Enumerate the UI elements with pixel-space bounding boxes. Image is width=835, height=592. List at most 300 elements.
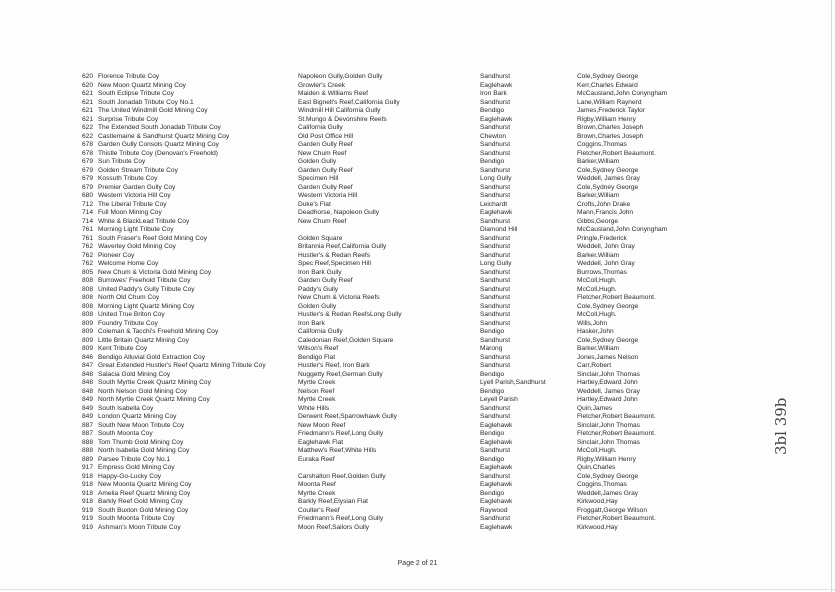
cell-location: Barkly Reef,Elysian Flat	[298, 498, 368, 505]
cell-location: Garden Gully Reef	[298, 277, 353, 284]
cell-district: Sandhurst	[480, 319, 511, 327]
cell-owner: Coggins,Thomas	[577, 141, 627, 148]
table-row	[82, 430, 667, 439]
cell-owner: Fletcher,Robert Beaumont.	[577, 149, 656, 157]
table-row	[82, 90, 667, 99]
cell-num: 888	[82, 447, 94, 454]
cell-num: 809	[82, 319, 94, 327]
cell-district: Bendigo	[480, 370, 505, 378]
cell-num: 761	[82, 226, 94, 233]
cell-num: 620	[82, 73, 94, 80]
cell-name: South Eclipse Tribute Coy	[98, 90, 174, 97]
cell-num: 848	[82, 379, 94, 386]
cell-name: The United Windmill Gold Mining Coy	[98, 107, 208, 114]
cell-name: South Myrtle Creek Quartz Mining Coy	[98, 379, 211, 386]
table-row	[82, 243, 667, 252]
cell-name: Salacia Gold Mining Coy	[98, 370, 171, 378]
cell-location: Napoleon Gully,Golden Gully	[298, 73, 383, 80]
cell-num: 680	[82, 192, 94, 199]
cell-district: Sandhurst	[480, 268, 511, 276]
cell-name: Welcome Home Coy	[98, 260, 159, 267]
cell-location: Friedmann's Reef,Long Gully	[298, 430, 384, 437]
cell-num: 918	[82, 489, 94, 497]
cell-owner: Fletcher,Robert Beaumont.	[577, 294, 656, 301]
cell-owner: Fletcher,Robert Beaumont.	[577, 430, 656, 437]
cell-name: South Moonta Coy	[98, 430, 153, 437]
cell-num: 762	[82, 260, 94, 267]
cell-location	[298, 226, 480, 235]
cell-location: Specimen Hill	[298, 175, 339, 182]
table-row	[82, 362, 667, 371]
cell-owner: Lane,William Raynerd	[577, 98, 642, 106]
cell-location: Caledonian Reef,Golden Square	[298, 336, 394, 344]
cell-owner: Cole,Sydney George	[577, 166, 639, 174]
table-row	[82, 447, 667, 456]
table-row	[82, 99, 667, 108]
cell-num: 808	[82, 311, 94, 318]
cell-district: Leyell Parish	[480, 396, 518, 403]
cell-district: Sandhurst	[480, 192, 511, 199]
page-edge-bottom	[0, 589, 835, 590]
cell-name: White & BlackLead Tribute Coy	[98, 217, 190, 225]
cell-district: Lyell Parish,Sandhurst	[480, 379, 546, 386]
cell-location: Myrtle Creek	[298, 379, 336, 386]
cell-name: New Chum & Victoria Gold Mining Coy	[98, 268, 212, 276]
cell-location: New Chum Reef	[298, 217, 347, 225]
cell-district: Bendigo	[480, 107, 505, 114]
cell-owner: Cole,Sydney George	[577, 183, 639, 191]
cell-num: 712	[82, 200, 94, 208]
cell-location: White Hills	[298, 404, 330, 412]
cell-district: Sandhurst	[480, 183, 511, 191]
cell-district: Eaglehawk	[480, 464, 513, 471]
cell-owner: McColl,Hugh.	[577, 285, 617, 293]
table-row	[82, 413, 667, 422]
cell-location: New Moon Reef	[298, 421, 346, 429]
cell-district: Sandhurst	[480, 149, 511, 157]
table-row	[82, 107, 667, 116]
cell-district: Sandhurst	[480, 251, 511, 259]
cell-name: Morning Light Quartz Mining Coy	[98, 302, 195, 310]
cell-owner: Rigby,William Henry	[577, 115, 636, 123]
cell-num: 679	[82, 175, 94, 182]
cell-name: Surprise Tribute Coy	[98, 115, 159, 123]
table-row	[82, 116, 667, 125]
cell-location	[298, 464, 480, 473]
cell-name: Happy-Go-Lucky Coy	[98, 472, 162, 480]
cell-name: North Nelson Gold Mining Coy	[98, 387, 188, 395]
cell-num: 621	[82, 115, 94, 123]
cell-district: Long Gully	[480, 260, 512, 267]
cell-name: New Moonta Quartz Mining Coy	[98, 481, 192, 488]
table-row	[82, 294, 667, 303]
cell-name: The Liberal Tribute Coy	[98, 200, 167, 208]
cell-district: Bendigo	[480, 455, 505, 463]
table-row	[82, 337, 667, 346]
cell-name: South New Moon Tribute Coy	[98, 421, 185, 429]
table-row	[82, 201, 667, 210]
cell-num: 849	[82, 413, 94, 420]
cell-owner: Weddell, James Gray	[577, 387, 640, 395]
cell-district: Sandhurst	[480, 141, 511, 148]
cell-location: Bendigo Flat	[298, 353, 336, 361]
cell-num: 809	[82, 328, 94, 335]
cell-location: Windmill Hill California Gully	[298, 107, 381, 114]
cell-district: Eaglehawk	[480, 523, 513, 531]
cell-district: Sandhurst	[480, 302, 511, 310]
cell-num: 622	[82, 124, 94, 131]
cell-owner: Sinclair,John Thomas	[577, 370, 640, 378]
cell-num: 918	[82, 472, 94, 480]
cell-district: Sandhurst	[480, 243, 511, 250]
cell-location: Hustler's & Redan ReefsLong Gully	[298, 311, 402, 318]
cell-name: Pioneer Coy	[98, 251, 135, 259]
cell-num: 918	[82, 498, 94, 505]
cell-location: East Bignell's Reef,California Gully	[298, 98, 400, 106]
cell-district: Raywood	[480, 506, 508, 514]
cell-owner: Sinclair,John Thomas	[577, 438, 640, 446]
cell-owner: Sinclair,John Thomas	[577, 421, 640, 429]
cell-owner: Hartley,Edward John	[577, 379, 638, 386]
cell-location: California Gully	[298, 328, 343, 335]
cell-owner: Fletcher,Robert Beaumont.	[577, 413, 656, 420]
cell-district: Chewton	[480, 132, 507, 140]
table-row	[82, 124, 667, 133]
cell-owner: Barker,William	[577, 345, 620, 352]
cell-num: 848	[82, 370, 94, 378]
cell-location: Western Victoria Hill	[298, 192, 358, 199]
table-row	[82, 192, 667, 201]
table-row	[82, 464, 667, 473]
cell-location: Coulter's Reef	[298, 506, 340, 514]
table-row	[82, 209, 667, 218]
cell-num: 808	[82, 302, 94, 310]
cell-num: 849	[82, 396, 94, 403]
cell-district: Eaglehawk	[480, 481, 513, 488]
cell-owner: McColl,Hugh.	[577, 277, 617, 284]
cell-name: Ashman's Moon Tribute Coy	[98, 523, 181, 531]
cell-owner: Quin,Charles	[577, 464, 616, 471]
cell-district: Sandhurst	[480, 336, 511, 344]
cell-num: 917	[82, 464, 94, 471]
table-row	[82, 158, 667, 167]
cell-name: North Old Chum Coy	[98, 294, 160, 301]
cell-location: Deadhorse, Napoleon Gully	[298, 209, 380, 216]
cell-owner: Weddell, John Gray	[577, 243, 635, 250]
cell-owner: Rigby,William Henry	[577, 455, 636, 463]
cell-name: North Myrtle Creek Quartz Mining Coy	[98, 396, 210, 403]
cell-district: Sandhurst	[480, 277, 511, 284]
cell-owner: Hartley,Edward John	[577, 396, 638, 403]
cell-location: New Chum Reef	[298, 149, 347, 157]
cell-name: Full Moon Mining Coy	[98, 209, 162, 216]
cell-location: Hustler's Reef, Iron Bark	[298, 362, 370, 369]
cell-num: 678	[82, 141, 94, 148]
cell-num: 848	[82, 387, 94, 395]
cell-num: 679	[82, 158, 94, 165]
cell-location: Friedmann's Reef,Long Gully	[298, 515, 384, 522]
cell-name: Waverley Gold Mining Coy	[98, 243, 176, 250]
cell-name: Bendigo Alluvial Gold Extraction Coy	[98, 353, 206, 361]
cell-location: Moon Reef,Sailors Gully	[298, 523, 370, 531]
table-row	[82, 345, 667, 354]
cell-num: 919	[82, 515, 94, 522]
table-row	[82, 507, 667, 516]
cell-num: 714	[82, 209, 94, 216]
cell-location: Myrtle Creek	[298, 489, 336, 497]
cell-district: Sandhurst	[480, 413, 511, 420]
cell-location: Myrtle Creek	[298, 396, 336, 403]
cell-district: Sandhurst	[480, 404, 511, 412]
cell-location: St.Mungo & Devonshire Reefs	[298, 115, 387, 123]
cell-owner: Jones,James Nelson	[577, 353, 639, 361]
cell-district: Diamond Hill	[480, 226, 518, 233]
cell-num: 679	[82, 166, 94, 174]
cell-name: South Isabella Coy	[98, 404, 154, 412]
cell-num: 714	[82, 217, 94, 225]
cell-name: Foundry Tribute Coy	[98, 319, 158, 327]
cell-name: London Quartz Mining Coy	[98, 413, 177, 420]
cell-district: Sandhurst	[480, 166, 511, 174]
cell-district: Long Gully	[480, 175, 512, 182]
cell-owner: Weddell, John Gray	[577, 260, 635, 267]
mining-company-table	[82, 73, 667, 532]
cell-name: Thistle Tribute Coy (Denovan's Freehold)	[98, 149, 218, 157]
cell-name: Amelia Reef Quartz Mining Coy	[98, 489, 191, 497]
cell-district: Bendigo	[480, 430, 505, 437]
table-row	[82, 184, 667, 193]
cell-location: Garden Gully Reef	[298, 166, 353, 174]
cell-num: 621	[82, 90, 94, 97]
table-row	[82, 133, 667, 142]
table-row	[82, 286, 667, 295]
table-row	[82, 73, 667, 82]
table-row	[82, 218, 667, 227]
cell-district: Bendigo	[480, 328, 505, 335]
cell-name: South Jonadab Tribute Coy No.1	[98, 98, 194, 106]
cell-owner: Quin,James	[577, 404, 613, 412]
cell-owner: McColl,Hugh.	[577, 311, 617, 318]
cell-name: Coleman & Tacchi's Freehold Mining Coy	[98, 328, 219, 335]
page-edge-right	[831, 0, 832, 592]
cell-name: Garden Gully Consols Quartz Mining Coy	[98, 141, 219, 148]
cell-num: 620	[82, 81, 94, 89]
cell-name: New Moon Quartz Mining Coy	[98, 81, 186, 89]
handwritten-annotation: 3bl 39b	[772, 397, 790, 455]
table-row	[82, 405, 667, 414]
table-row	[82, 82, 667, 91]
cell-district: Sandhurst	[480, 353, 511, 361]
cell-location: Iron Bark Gully	[298, 268, 342, 276]
table-row	[82, 439, 667, 448]
cell-owner: Cole,Sydney George	[577, 472, 639, 480]
cell-location: Nelson Reef	[298, 387, 335, 395]
cell-num: 808	[82, 285, 94, 293]
cell-district: Marong	[480, 345, 503, 352]
cell-owner: Mann,Francis John	[577, 209, 634, 216]
cell-name: South Moonta Tribute Coy	[98, 515, 175, 522]
page-number: Page 2 of 21	[397, 560, 438, 567]
cell-name: United True Briton Coy	[98, 311, 165, 318]
table-row	[82, 277, 667, 286]
cell-num: 887	[82, 421, 94, 429]
cell-num: 809	[82, 345, 94, 352]
cell-location: Golden Gully	[298, 158, 337, 165]
table-row	[82, 524, 667, 533]
table-row	[82, 354, 667, 363]
table-row	[82, 260, 667, 269]
cell-owner: Fletcher,Robert Beaumont.	[577, 515, 656, 522]
cell-num: 887	[82, 430, 94, 437]
cell-district: Sandhurst	[480, 73, 511, 80]
cell-name: Florence Tribute Coy	[98, 73, 160, 80]
cell-district: Sandhurst	[480, 124, 511, 131]
cell-name: Burrowes' Freehold Tribute Coy	[98, 277, 191, 284]
cell-name: Empress Gold Mining Coy	[98, 464, 175, 471]
cell-district: Sandhurst	[480, 294, 511, 301]
cell-name: United Paddy's Gully Tribute Coy	[98, 285, 195, 293]
cell-district: Eaglehawk	[480, 438, 513, 446]
table-row	[82, 235, 667, 244]
cell-district: Sandhurst	[480, 447, 511, 454]
cell-owner: Kirkwood,Hay	[577, 523, 618, 531]
cell-name: Barkly Reef Gold Mining Coy	[98, 498, 183, 505]
table-row	[82, 150, 667, 159]
cell-num: 919	[82, 523, 94, 531]
cell-location: Eaglehawk Flat	[298, 438, 344, 446]
cell-owner: Brown,Charles Joseph	[577, 124, 644, 131]
table-row	[82, 388, 667, 397]
cell-location: Old Post Office Hill	[298, 132, 354, 140]
table-row	[82, 269, 667, 278]
cell-name: The Extended South Jonadab Tribute Coy	[98, 124, 221, 131]
cell-district: Sandhurst	[480, 98, 511, 106]
cell-name: Premier Garden Gully Coy	[98, 183, 176, 191]
cell-owner: James,Frederick Taylor	[577, 107, 646, 114]
cell-district: Bendigo	[480, 158, 505, 165]
cell-owner: Carr,Robert	[577, 362, 612, 369]
cell-district: Bendigo	[480, 387, 505, 395]
cell-location: Nuggetty Reef,German Gully	[298, 370, 383, 378]
cell-num: 621	[82, 98, 94, 106]
cell-location: Euraka Reef	[298, 455, 335, 463]
cell-location: Iron Bark	[298, 319, 325, 327]
table-body	[82, 73, 667, 532]
cell-name: South Fraser's Reef Gold Mining Coy	[98, 234, 208, 242]
cell-district: Leichardt	[480, 200, 508, 208]
cell-owner: Weddell, James Gray	[577, 175, 640, 182]
cell-owner: Crofts,John Drake	[577, 200, 631, 208]
cell-location: Duke's Flat	[298, 200, 331, 208]
cell-num: 805	[82, 268, 94, 276]
cell-district: Sandhurst	[480, 311, 511, 318]
cell-location: Britannia Reef,California Gully	[298, 243, 387, 250]
cell-owner: Brown,Charles Joseph	[577, 132, 644, 140]
cell-name: Castlemaine & Sandhurst Quartz Mining Coy	[98, 132, 230, 140]
table-row	[82, 303, 667, 312]
cell-num: 847	[82, 362, 94, 369]
cell-num: 762	[82, 243, 94, 250]
table-row	[82, 320, 667, 329]
cell-district: Eaglehawk	[480, 498, 513, 505]
cell-location: California Gully	[298, 124, 343, 131]
cell-owner: Barker,William	[577, 158, 620, 165]
cell-owner: Kerr,Charles Edward	[577, 81, 638, 89]
cell-owner: McCausland,John Conyngham	[577, 90, 668, 97]
cell-location: Carshalton Reef,Golden Gully	[298, 472, 386, 480]
cell-owner: Hasker,John	[577, 328, 614, 335]
cell-owner: Coggins,Thomas	[577, 481, 627, 488]
cell-district: Sandhurst	[480, 285, 511, 293]
table-row	[82, 226, 667, 235]
cell-num: 849	[82, 404, 94, 412]
cell-owner: Cole,Sydney George	[577, 73, 639, 80]
cell-location: Golden Square	[298, 234, 343, 242]
table-row	[82, 175, 667, 184]
cell-name: Western Victoria Hill Coy	[98, 192, 171, 199]
cell-owner: Kirkwood,Hay	[577, 498, 618, 505]
cell-location: Maiden & Williams Reef	[298, 90, 368, 97]
cell-num: 808	[82, 277, 94, 284]
cell-num: 919	[82, 506, 94, 514]
cell-name: Kossuth Tribute Coy	[98, 175, 158, 182]
cell-district: Eaglehawk	[480, 209, 513, 216]
cell-location: Golden Gully	[298, 302, 337, 310]
cell-name: South Buxton Gold Mining Coy	[98, 506, 189, 514]
cell-num: 761	[82, 234, 94, 242]
cell-num: 622	[82, 132, 94, 140]
cell-owner: Cole,Sydney George	[577, 336, 639, 344]
cell-num: 889	[82, 455, 94, 463]
cell-num: 621	[82, 107, 94, 114]
cell-name: Kent Tribute Coy	[98, 345, 148, 352]
cell-num: 808	[82, 294, 94, 301]
cell-location: Moonta Reef	[298, 481, 336, 488]
cell-name: Great Extended Hustler's Reef Quartz Mining Tribute Coy	[98, 362, 266, 369]
cell-num: 918	[82, 481, 94, 488]
cell-owner: Froggatt,George Wilson	[577, 506, 647, 514]
cell-owner: Weddell,James Gray	[577, 489, 639, 497]
cell-location: New Chum & Victoria Reefs	[298, 294, 380, 301]
cell-name: Tom Thumb Gold Mining Coy	[98, 438, 184, 446]
cell-location: Derwent Reef,Sparrowhawk Gully	[298, 413, 397, 420]
cell-district: Sandhurst	[480, 515, 511, 522]
table-row	[82, 311, 667, 320]
table-row	[82, 422, 667, 431]
cell-owner: Pringle,Frederick	[577, 234, 627, 242]
cell-district: Eaglehawk	[480, 115, 513, 123]
cell-location: Matthew's Reef,White Hills	[298, 447, 377, 454]
cell-owner: McColl,Hugh.	[577, 447, 617, 454]
table-row	[82, 167, 667, 176]
cell-owner: McCausland,John Conyngham	[577, 226, 668, 233]
table-row	[82, 456, 667, 465]
table-row	[82, 371, 667, 380]
table-row	[82, 490, 667, 499]
cell-owner: Wills,John	[577, 319, 608, 327]
table-row	[82, 141, 667, 150]
table-row	[82, 396, 667, 405]
cell-location: Hustler's & Redan Reefs	[298, 251, 370, 259]
cell-district: Eaglehawk	[480, 421, 513, 429]
cell-location: Growler's Creek	[298, 81, 346, 89]
cell-owner: Burrows,Thomas	[577, 268, 627, 276]
table-row	[82, 252, 667, 261]
cell-name: Parsee Tribute Coy No.1	[98, 455, 171, 463]
table-row	[82, 379, 667, 388]
cell-location: Garden Gully Reef	[298, 183, 353, 191]
cell-name: Golden Stream Tribute Coy	[98, 166, 178, 174]
